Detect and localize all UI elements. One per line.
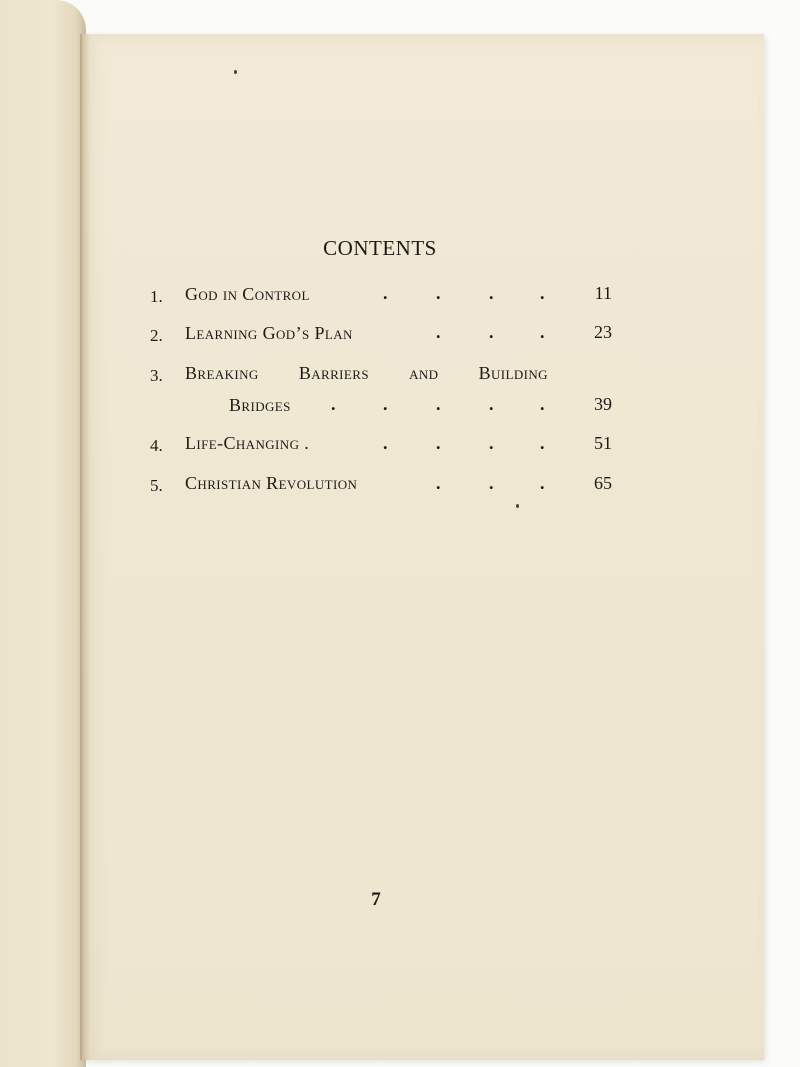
entry-title-word: Building bbox=[478, 363, 548, 383]
leader-dot: . bbox=[489, 394, 494, 414]
entry-title-word: and bbox=[409, 363, 439, 383]
entry-title-continued: Bridges bbox=[229, 395, 291, 415]
leader-dot: . bbox=[436, 394, 441, 414]
leader-dot: . bbox=[436, 283, 441, 303]
leader-dot: . bbox=[489, 473, 494, 493]
leader-dot: . bbox=[436, 433, 441, 453]
entry-page: 23 bbox=[594, 322, 612, 342]
leader-dot: . bbox=[489, 433, 494, 453]
leader-dot: . bbox=[540, 283, 545, 303]
leader-dot: . bbox=[489, 322, 494, 342]
entry-title: Learning God’s Plan bbox=[185, 323, 353, 343]
paper-speck bbox=[234, 70, 237, 74]
entry-title: Life-Changing . bbox=[185, 433, 310, 453]
entry-title: Christian Revolution bbox=[185, 473, 358, 493]
entry-page: 51 bbox=[594, 433, 612, 453]
page-number: 7 bbox=[371, 889, 381, 910]
paper-speck bbox=[516, 504, 519, 508]
leader-dot: . bbox=[383, 433, 388, 453]
entry-title-word: Breaking bbox=[185, 363, 259, 383]
entry-number: 3. bbox=[150, 366, 163, 385]
entry-number: 5. bbox=[150, 476, 163, 495]
leader-dot: . bbox=[331, 394, 336, 414]
leader-dot: . bbox=[436, 322, 441, 342]
entry-page: 65 bbox=[594, 473, 612, 493]
leader-dot: . bbox=[489, 283, 494, 303]
leader-dot: . bbox=[540, 433, 545, 453]
leader-dot: . bbox=[540, 322, 545, 342]
leader-dot: . bbox=[383, 394, 388, 414]
leader-dot: . bbox=[436, 473, 441, 493]
leader-dot: . bbox=[540, 473, 545, 493]
entry-title bbox=[185, 363, 548, 384]
contents-heading: CONTENTS bbox=[323, 236, 437, 260]
entry-number: 2. bbox=[150, 326, 163, 345]
entry-page: 11 bbox=[594, 283, 612, 303]
entry-number: 1. bbox=[150, 287, 163, 306]
leader-dot: . bbox=[383, 283, 388, 303]
entry-number: 4. bbox=[150, 436, 163, 455]
entry-title-word: Barriers bbox=[298, 363, 369, 383]
entry-title: God in Control bbox=[185, 284, 310, 304]
leader-dot: . bbox=[540, 394, 545, 414]
entry-page: 39 bbox=[594, 394, 612, 414]
